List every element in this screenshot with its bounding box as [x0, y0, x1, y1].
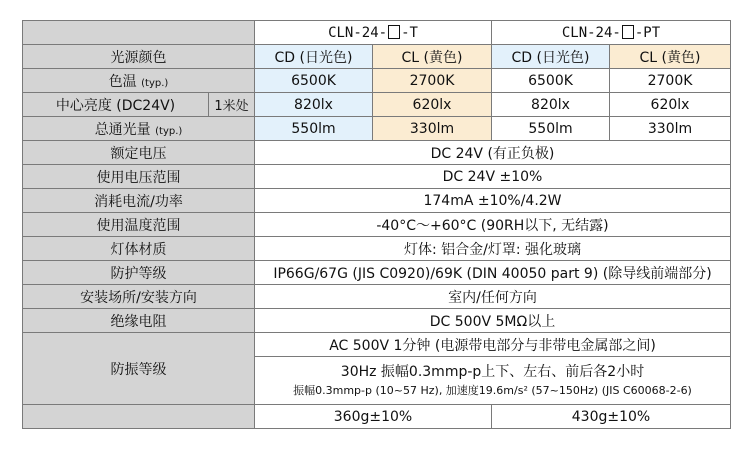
value-protection: IP66G/67G (JIS C0920)/69K (DIN 40050 part 9) (除导线前端部分): [255, 261, 731, 285]
flux-cl-pt: 330lm: [610, 117, 731, 141]
flux-cd-pt: 550lm: [492, 117, 610, 141]
value-voltage-range: DC 24V ±10%: [255, 165, 731, 189]
label-center-brightness: 中心亮度 (DC24V): [23, 93, 209, 117]
temp-cl-t: 2700K: [373, 69, 492, 93]
weight-pt: 430g±10%: [492, 405, 731, 429]
row-current-power: [23, 189, 731, 213]
weight-t: 360g±10%: [255, 405, 492, 429]
cell-cl-pt: CL (黄色): [610, 45, 731, 69]
row-material: [23, 237, 731, 261]
lux-cd-t: 820lx: [255, 93, 373, 117]
header-corner: [23, 21, 255, 45]
value-rated-voltage: DC 24V (有正负极): [255, 141, 731, 165]
row-withstand: [23, 333, 731, 357]
lux-cd-pt: 820lx: [492, 93, 610, 117]
row-protection: [23, 261, 731, 285]
label-protection: 防护等级: [23, 261, 255, 285]
spec-table: [22, 20, 731, 429]
label-total-flux: 总通光量 (typ.): [23, 117, 255, 141]
label-vibration: 防振等级: [23, 333, 255, 405]
row-voltage-range: [23, 165, 731, 189]
row-insulation: [23, 309, 731, 333]
label-light-color: 光源颜色: [23, 45, 255, 69]
label-material: 灯体材质: [23, 237, 255, 261]
row-install: [23, 285, 731, 309]
label-one-meter: 1米处: [209, 93, 255, 117]
row-center-brightness: [23, 93, 731, 117]
label-temp-range: 使用温度范围: [23, 213, 255, 237]
label-install: 安装场所/安装方向: [23, 285, 255, 309]
value-material: 灯体: 铝合金/灯罩: 强化玻璃: [255, 237, 731, 261]
value-current-power: 174mA ±10%/4.2W: [255, 189, 731, 213]
value-insulation: DC 500V 5MΩ以上: [255, 309, 731, 333]
row-total-flux: [23, 117, 731, 141]
value-vibration: [255, 357, 731, 405]
row-weight: [23, 405, 731, 429]
flux-cl-t: 330lm: [373, 117, 492, 141]
value-withstand: AC 500V 1分钟 (电源带电部分与非带电金属部之间): [255, 333, 731, 357]
lux-cl-t: 620lx: [373, 93, 492, 117]
temp-cd-t: 6500K: [255, 69, 373, 93]
lux-cl-pt: 620lx: [610, 93, 731, 117]
header-row: [23, 21, 731, 45]
row-color-temp: [23, 69, 731, 93]
temp-cd-pt: 6500K: [492, 69, 610, 93]
cell-cd-pt: CD (日光色): [492, 45, 610, 69]
label-current-power: 消耗电流/功率: [23, 189, 255, 213]
cell-cl-t: CL (黄色): [373, 45, 492, 69]
temp-cl-pt: 2700K: [610, 69, 731, 93]
label-rated-voltage: 额定电压: [23, 141, 255, 165]
model-t-header: CLN-24- -T: [255, 21, 492, 45]
placeholder-box-icon: [622, 25, 634, 39]
cell-cd-t: CD (日光色): [255, 45, 373, 69]
label-weight: [23, 405, 255, 429]
label-voltage-range: 使用电压范围: [23, 165, 255, 189]
label-insulation: 绝缘电阻: [23, 309, 255, 333]
model-pt-header: CLN-24- -PT: [492, 21, 731, 45]
placeholder-box-icon: [388, 25, 400, 39]
vibration-line-2: 振幅0.3mmp-p (10~57 Hz), 加速度19.6m/s² (57~150Hz) (JIS C60068-2-6): [293, 383, 692, 397]
row-light-color: [23, 45, 731, 69]
value-temp-range: -40°C～+60°C (90RH以下, 无结露): [255, 213, 731, 237]
vibration-line-1: 30Hz 振幅0.3mmp-p上下、左右、前后各2小时: [340, 363, 645, 380]
row-temp-range: [23, 213, 731, 237]
label-color-temp: 色温 (typ.): [23, 69, 255, 93]
row-rated-voltage: [23, 141, 731, 165]
value-install: 室内/任何方向: [255, 285, 731, 309]
flux-cd-t: 550lm: [255, 117, 373, 141]
